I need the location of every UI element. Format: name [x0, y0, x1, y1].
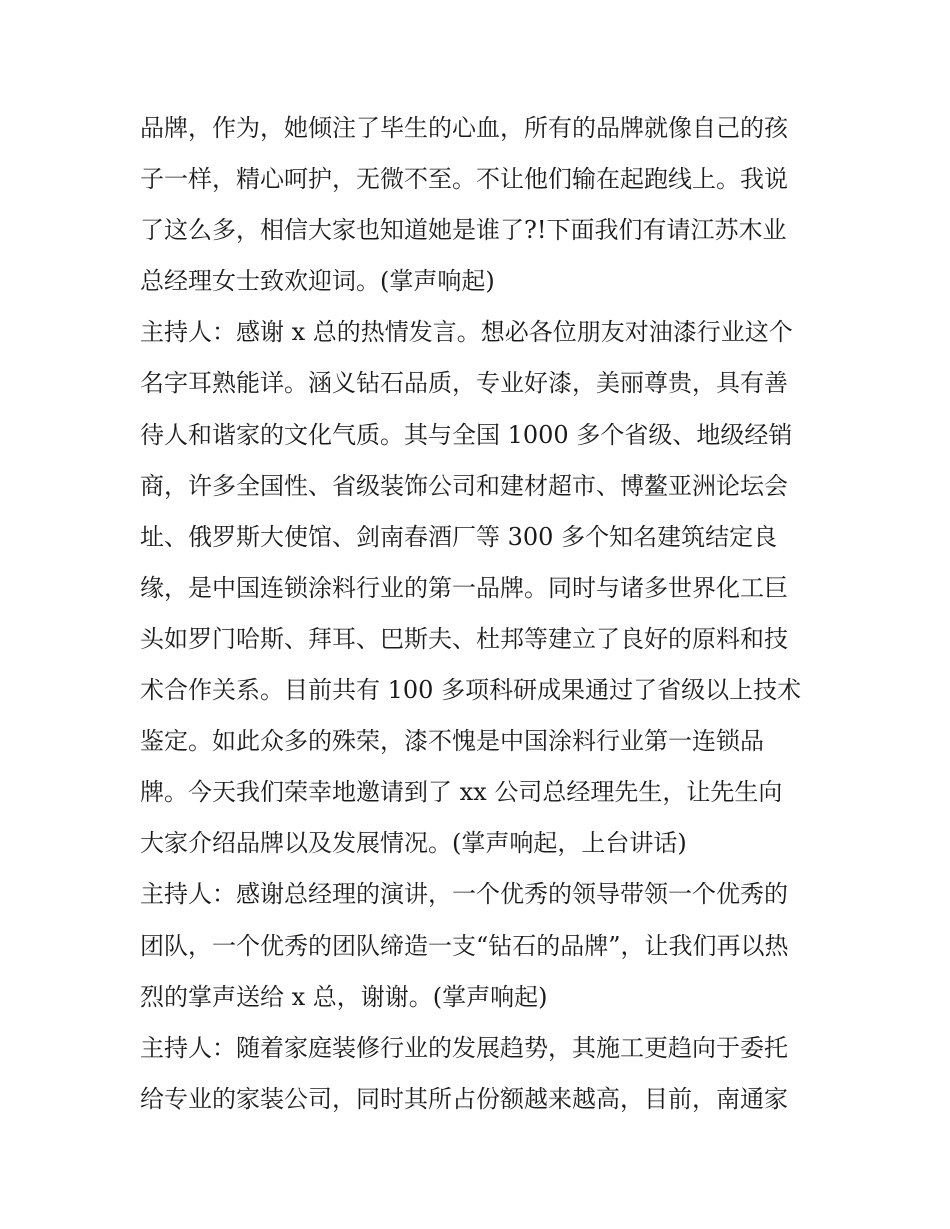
text-line-10: 缘，是中国连锁涂料行业的第一品牌。同时与诸多世界化工巨 [140, 573, 788, 602]
document-body [140, 103, 830, 1125]
text-line-19: 主持人：随着家庭装修行业的发展趋势，其施工更趋向于委托 [140, 1033, 788, 1062]
text-line-7: 待人和谐家的文化气质。其与全国 1000 多个省级、地级经销 [140, 420, 793, 449]
text-line-17: 团队，一个优秀的团队缔造一支“钻石的品牌”，让我们再以热 [140, 931, 789, 960]
text-line-1: 品牌，作为，她倾注了毕生的心血，所有的品牌就像自己的孩 [140, 114, 788, 142]
text-line-2: 子一样，精心呵护，无微不至。不让他们输在起跑线上。我说 [140, 165, 788, 194]
text-line-15: 大家介绍品牌以及发展情况。(掌声响起，上台讲话) [140, 829, 687, 858]
text-line-18: 烈的掌声送给 x 总，谢谢。(掌声响起) [140, 982, 548, 1011]
text-line-9: 址、俄罗斯大使馆、剑南春酒厂等 300 多个知名建筑结定良 [140, 522, 778, 551]
text-line-3: 了这么多，相信大家也知道她是谁了?!下面我们有请江苏木业 [140, 216, 787, 245]
text-line-8: 商，许多全国性、省级装饰公司和建材超市、博鳌亚洲论坛会 [140, 471, 788, 500]
text-line-16: 主持人：感谢总经理的演讲，一个优秀的领导带领一个优秀的 [140, 880, 788, 909]
text-line-5: 主持人：感谢 x 总的热情发言。想必各位朋友对油漆行业这个 [140, 318, 793, 347]
text-line-11: 头如罗门哈斯、拜耳、巴斯夫、杜邦等建立了良好的原料和技 [140, 624, 788, 653]
text-line-20: 给专业的家装公司，同时其所占份额越来越高，目前，南通家 [140, 1084, 788, 1113]
text-line-4: 总经理女士致欢迎词。(掌声响起) [140, 267, 495, 296]
text-line-14: 牌。今天我们荣幸地邀请到了 xx 公司总经理先生，让先生向 [140, 778, 783, 807]
text-line-12: 术合作关系。目前共有 100 多项科研成果通过了省级以上技术 [140, 676, 802, 705]
text-line-6: 名字耳熟能详。涵义钻石品质，专业好漆，美丽尊贵，具有善 [140, 369, 788, 398]
text-line-13: 鉴定。如此众多的殊荣，漆不愧是中国涂料行业第一连锁品 [140, 727, 764, 756]
